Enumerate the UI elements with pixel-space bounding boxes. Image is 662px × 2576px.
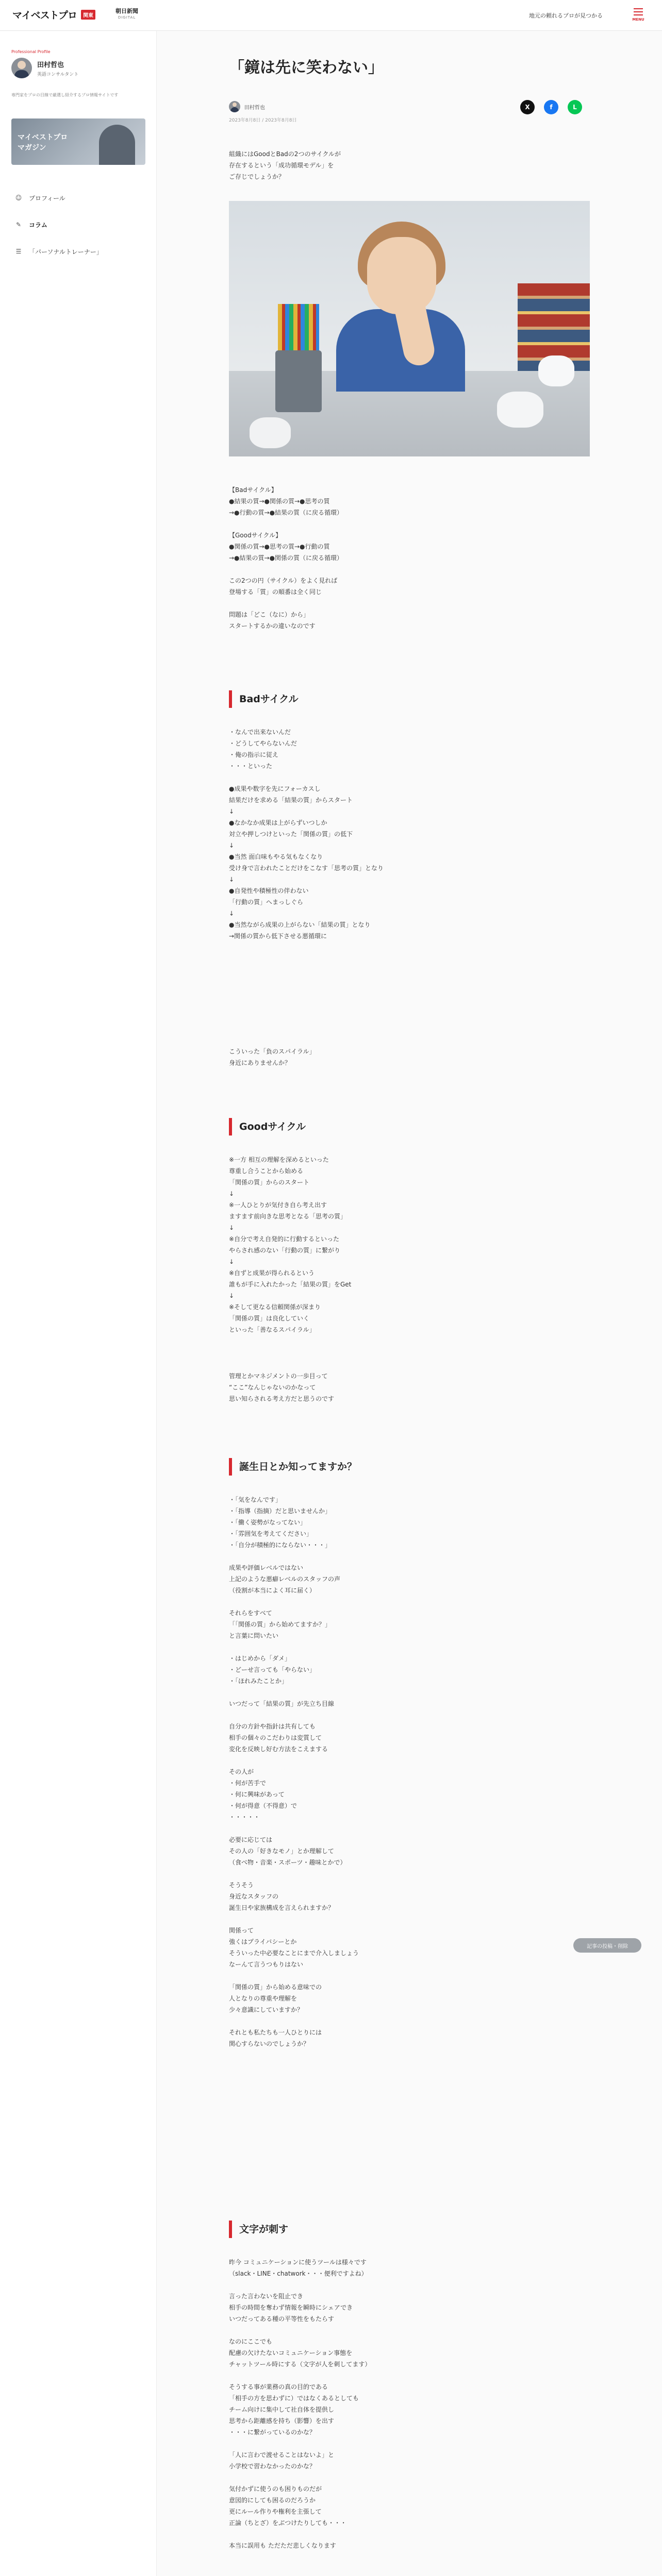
menu-button[interactable] bbox=[628, 5, 649, 26]
sidebar bbox=[0, 31, 157, 2576]
person-icon: ☺ bbox=[15, 194, 22, 201]
region-badge: 関東 bbox=[81, 10, 95, 20]
magazine-banner[interactable] bbox=[11, 118, 145, 165]
x-share-icon[interactable]: X bbox=[520, 100, 535, 114]
sidebar-nav bbox=[0, 184, 157, 265]
facebook-share-icon[interactable]: f bbox=[544, 100, 558, 114]
section-heading-bad-cycle: Badサイクル bbox=[229, 690, 299, 708]
article-author[interactable] bbox=[229, 101, 265, 112]
birthday-body: ・「気をなんです」 ・「指導（指摘）だと思いませんか」 ・「働く姿勢がなってない」 ・「雰囲気を考えてください」 ・「自分が積極的にならない・・・」 成果や評価レベルではない 上記のような悪癖レベルのスタッフの声 （役割が本当によく耳に届く） それらをすべて 「「関係の質」から始めてますか？」 と言葉に問いたい ・はじめから「ダメ」 ・どーせ言っても「やらない」 ・「ほれみたことか」 いつだって「結果の質」が先立ち目線 自分の方針や指針は共有しても 相手の個々のこだわりは変質して 変化を反映し好む方法をこえまする その人が ・何が苦手で ・何に興味があって ・何が得意（不得意）で ・・・・・ 必要に応じては その人の「好きなモノ」とか理解して （食べ物・音楽・スポーツ・趣味とかで） そうそう 身近なスタッフの 誕生日や家族構成を言えられますか？ 関係って 強くはプライバシーとか そういった中必要なことにまで介入しましょう なーんて言うつもりはない 「関係の質」から始める意味での 人となりの尊重や理解を 少々意識にしていますか？ それとも私たちも一人ひとりには 関心すらないのでしょうか？ bbox=[229, 1496, 359, 2047]
banner-line2: マガジン bbox=[18, 144, 46, 152]
author-avatar bbox=[229, 101, 240, 112]
site-logo[interactable] bbox=[12, 8, 95, 21]
list-icon: ☰ bbox=[15, 248, 22, 255]
bad-cycle-body: ・なんで出来ないんだ ・どうしてやらないんだ ・俺の指示に従え ・・・といった ●成果や数字を先にフォーカスし 結果だけを求める「結果の質」からスタート ↓ ●なかなか成果は上がらずいつしか 対立や押しつけといった「関係の質」の低下 ↓ ●当然 面白味もやる気もなくなり 受け身で言われたことだけをこなす「思考の質」となり ↓ ●自発性や積極性の伴わない 「行動の質」へまっしぐら ↓ ●当然ながら成果の上がらない「結果の質」となり →関係の質から低下させる悪循環に bbox=[229, 728, 384, 940]
site-header bbox=[0, 0, 662, 31]
find-pro-link[interactable]: 地元の頼れるプロが見つかる bbox=[529, 12, 603, 19]
share-buttons bbox=[520, 100, 582, 114]
section-heading-text-stabs: 文字が刺す bbox=[229, 2221, 288, 2238]
sidebar-item-profile[interactable] bbox=[0, 184, 157, 211]
partner-logo-name: 朝日新聞 bbox=[115, 8, 138, 14]
article-title: 「鏡は先に笑わない」 bbox=[229, 59, 384, 77]
line-share-icon[interactable]: L bbox=[568, 100, 582, 114]
sidebar-item-category[interactable] bbox=[0, 238, 157, 265]
banner-line1: マイベストプロ bbox=[18, 133, 68, 142]
hamburger-icon bbox=[634, 8, 643, 15]
sidebar-tag: Professional Profile bbox=[11, 49, 51, 54]
good-cycle-body: ※一方 相互の理解を深めるといった 尊重し合うことから始める 「関係の質」からのスタート ↓ ※一人ひとりが気付き自ら考え出す ますます前向きな思考となる「思考の質」 ↓ ※自分で考え自発的に行動するといった やらされ感のない「行動の質」に繋がり ↓ ※自ずと成果が得られるという 誰もが手に入れたかった「結果の質」をGet ↓ ※そして更なる信頼関係が深まり 「関係の質」は良化していく といった「善なるスパイラル」 bbox=[229, 1156, 352, 1333]
hero-image bbox=[229, 201, 590, 456]
section-heading-good-cycle: Goodサイクル bbox=[229, 1118, 306, 1136]
banner-figure bbox=[99, 125, 135, 165]
sidebar-item-label: コラム bbox=[29, 221, 47, 229]
article-date: 2023年8月8日 / 2023年8月8日 bbox=[229, 118, 297, 123]
sidebar-item-label: プロフィール bbox=[29, 194, 65, 202]
article-intro: 組織にはGoodとBadの2つのサイクルが 存在するという「成功循環モデル」を ご存じでしょうか？ bbox=[229, 150, 341, 180]
sidebar-profile[interactable] bbox=[11, 58, 78, 78]
main-content bbox=[157, 31, 662, 2576]
cycle-summary: 【Badサイクル】 ●結果の質→●関係の質→●思考の質 →●行動の質→●結果の質（に戻る循環） 【Goodサイクル】 ●関係の質→●思考の質→●行動の質 →●結果の質→●関係の質（に戻る循環） この2つの円（サイクル）をよく見れば 登場する「質」の順番は全く同じ 問題は「どこ（なに）から」 スタートするかの違いなのです bbox=[229, 486, 343, 630]
sidebar-item-column[interactable] bbox=[0, 211, 157, 238]
expert-role: 英語コンサルタント bbox=[37, 72, 79, 77]
partner-logo[interactable] bbox=[108, 7, 145, 24]
author-name: 田村哲也 bbox=[244, 105, 265, 111]
pen-icon: ✎ bbox=[15, 221, 22, 228]
avatar bbox=[11, 58, 32, 78]
floating-action-button[interactable]: 記事の投稿・削除 bbox=[573, 1938, 641, 1953]
partner-logo-sub: DIGITAL bbox=[118, 15, 136, 20]
expert-name: 田村哲也 bbox=[37, 61, 64, 69]
bad-cycle-closing: こういった「負のスパイラル」 身近にありませんか？ bbox=[229, 1048, 316, 1066]
good-cycle-closing: 管理とかマネジメントの一歩目って “ここ”なんじゃないのかなって 思い知らされる考え方だと思うのです bbox=[229, 1372, 335, 1402]
sidebar-description: 専門家をプロの目線で厳選し紹介するプロ情報サイトです bbox=[11, 93, 119, 97]
text-stabs-body: 昨今 コミュニケーションに使うツールは様々です （slack・LINE・chatwork・・・便利ですよね） 言った言わないを阻止でき 相手の時間を奪わず情報を瞬時にシェアでき いつだってある種の平等性をもたらす なのにここでも 配慮の欠けたないコミュニケーション事態を チャットツール時にする（文字が人を刺してます） そうする事が業務の真の目的である 「相手の方を思わずに）ではなくあるとしても チーム向けに集中して社自体を提供し 思考から距離感を持ち（影響）を出す ・・・に繋がっているのかな？ 「人に言わで渡せることはないよ」と 小学校で習わなかったのかな？ 気付かずに使うのも困りものだが 意図的にしても困るのだろうか 更にルール作りや権利を主張して 正論（ちとざ）をぶつけたりしても・・・ 本当に誤用も ただただ悲しくなります bbox=[229, 2259, 371, 2549]
logo-text: マイベストプロ bbox=[12, 9, 77, 21]
menu-label: MENU bbox=[632, 18, 644, 22]
sidebar-item-label: 「パーソナルトレーナー」 bbox=[29, 248, 103, 256]
section-heading-birthday: 誕生日とか知ってますか？ bbox=[229, 1458, 357, 1476]
